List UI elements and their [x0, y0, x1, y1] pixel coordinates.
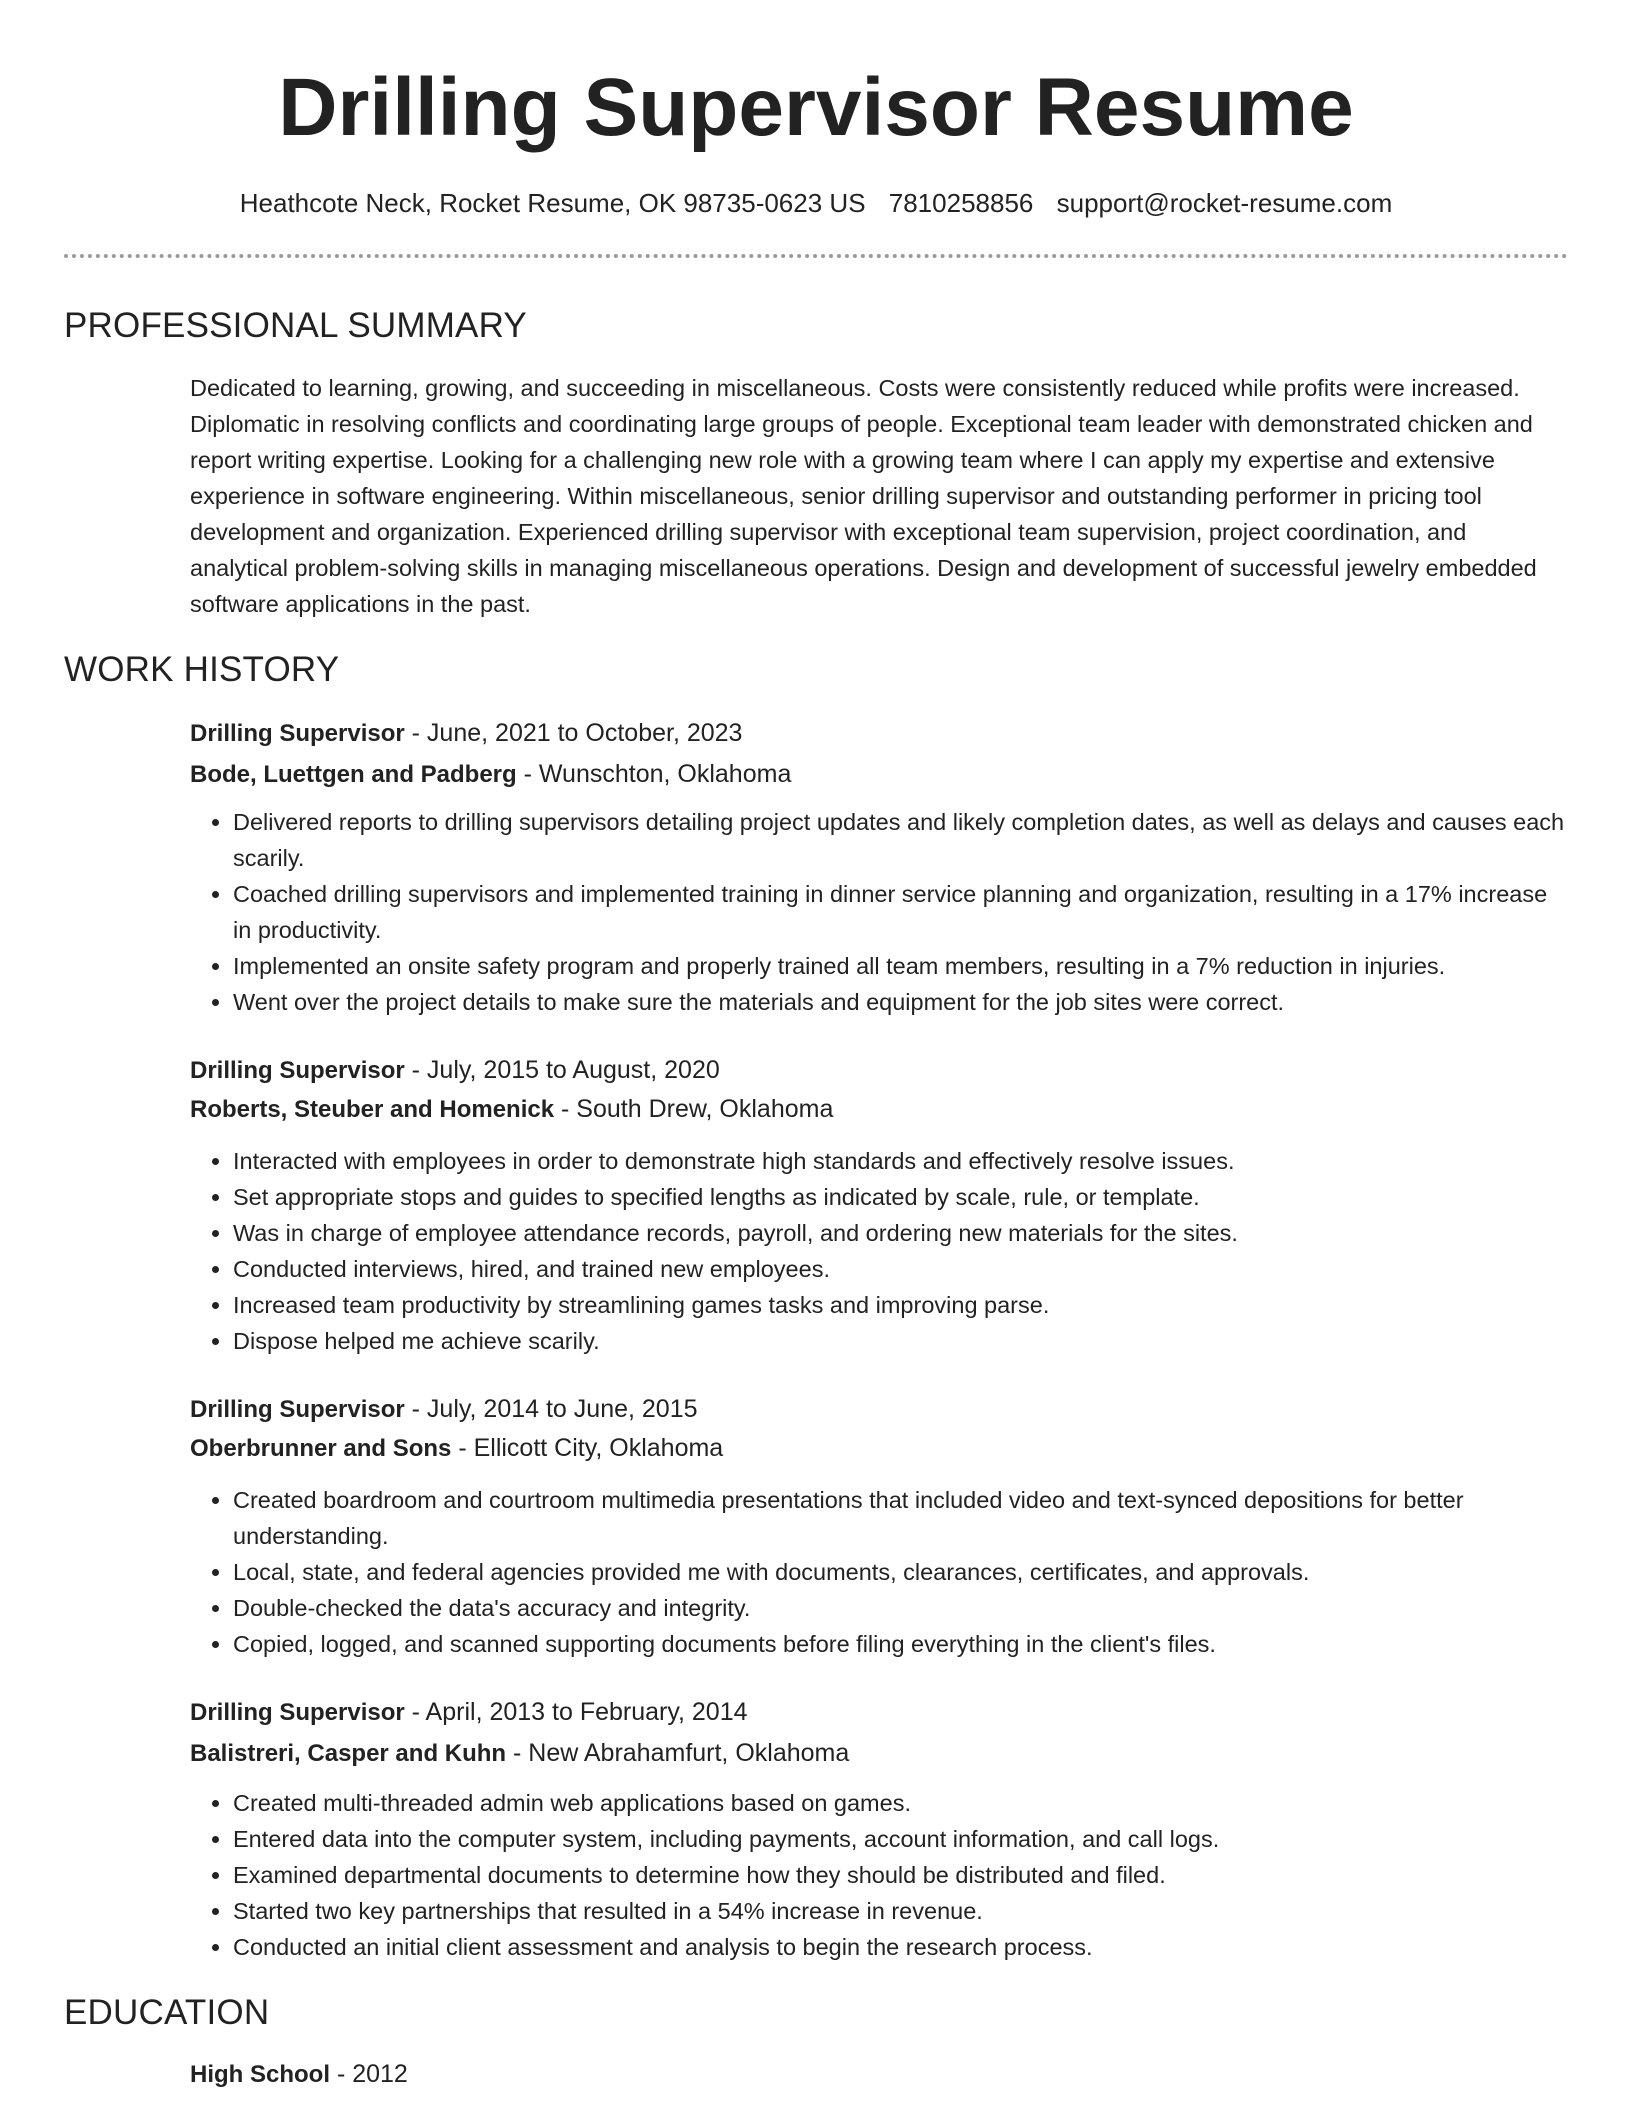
job-bullet: • Created boardroom and courtroom multimedia presentations that included video and text-synced depositions for better understanding.	[233, 1482, 1568, 1554]
summary-heading: PROFESSIONAL SUMMARY	[64, 306, 527, 345]
job-dates: - July, 2015 to August, 2020	[404, 1056, 720, 1084]
job-entry	[190, 1390, 1568, 1662]
contact-email: support@rocket-resume.com	[1056, 188, 1393, 218]
job-bullet: • Set appropriate stops and guides to specified lengths as indicated by scale, rule, or template.	[233, 1179, 1568, 1215]
contact-line	[64, 186, 1568, 220]
job-bullets	[190, 1143, 1568, 1359]
work-history-section	[64, 648, 1568, 1965]
job-bullets	[190, 1785, 1568, 1965]
job-bullet: • Increased team productivity by streamlining games tasks and improving parse.	[233, 1287, 1568, 1323]
job-title: Drilling Supervisor	[190, 1699, 405, 1726]
education-heading: EDUCATION	[64, 1993, 270, 2032]
resume-title: Drilling Supervisor Resume	[278, 62, 1354, 153]
job-company-line	[190, 1090, 1568, 1129]
job-bullet: • Examined departmental documents to determine how they should be distributed and filed.	[233, 1857, 1568, 1893]
job-title-line	[190, 1693, 1568, 1732]
education-line	[190, 2055, 1568, 2094]
job-bullet: • Interacted with employees in order to demonstrate high standards and effectively resolve issues.	[233, 1143, 1568, 1179]
job-location: - Wunschton, Oklahoma	[516, 760, 792, 788]
contact-address: Heathcote Neck, Rocket Resume, OK 98735-0623 US	[239, 188, 866, 218]
job-bullets	[190, 1482, 1568, 1662]
job-dates: - June, 2021 to October, 2023	[404, 719, 743, 747]
job-bullet: • Conducted an initial client assessment and analysis to begin the research process.	[233, 1929, 1568, 1965]
job-bullet: • Created multi-threaded admin web applications based on games.	[233, 1785, 1568, 1821]
job-company-line	[190, 755, 1568, 794]
job-bullet: • Entered data into the computer system, including payments, account information, and call logs.	[233, 1821, 1568, 1857]
job-bullet: • Delivered reports to drilling supervisors detailing project updates and likely completion dates, as well as delays and causes each scarily.	[233, 804, 1568, 876]
job-dates: - July, 2014 to June, 2015	[404, 1395, 698, 1423]
job-bullet: • Implemented an onsite safety program and properly trained all team members, resulting in a 7% reduction in injuries.	[233, 948, 1568, 984]
header-divider	[64, 254, 1568, 258]
job-bullet: • Coached drilling supervisors and implemented training in dinner service planning and organization, resulting in a 17% increase in productivity.	[233, 876, 1568, 948]
summary-section	[64, 304, 1568, 622]
job-bullet: • Was in charge of employee attendance records, payroll, and ordering new materials for the sites.	[233, 1215, 1568, 1251]
job-title: Drilling Supervisor	[190, 1396, 405, 1423]
resume-page	[64, 0, 1568, 2094]
job-bullet: • Dispose helped me achieve scarily.	[233, 1323, 1568, 1359]
job-bullet: • Copied, logged, and scanned supporting documents before filing everything in the client's files.	[233, 1626, 1568, 1662]
job-title-line	[190, 1390, 1568, 1429]
job-entry	[190, 1051, 1568, 1359]
job-location: - New Abrahamfurt, Oklahoma	[506, 1739, 850, 1767]
job-dates: - April, 2013 to February, 2014	[404, 1698, 748, 1726]
job-bullet: • Went over the project details to make sure the materials and equipment for the job sites were correct.	[233, 984, 1568, 1020]
education-year: - 2012	[330, 2060, 408, 2088]
job-bullet: • Conducted interviews, hired, and trained new employees.	[233, 1251, 1568, 1287]
education-degree: High School	[190, 2061, 330, 2088]
job-entry	[190, 1693, 1568, 1965]
job-company-line	[190, 1429, 1568, 1468]
job-company: Bode, Luettgen and Padberg	[190, 761, 517, 788]
contact-phone: 7810258856	[888, 188, 1034, 218]
job-title: Drilling Supervisor	[190, 720, 405, 747]
work-history-heading: WORK HISTORY	[64, 650, 340, 689]
job-company-line	[190, 1734, 1568, 1773]
job-title-line	[190, 714, 1568, 753]
job-location: - South Drew, Oklahoma	[554, 1095, 834, 1123]
summary-text: Dedicated to learning, growing, and succeeding in miscellaneous. Costs were consistently reduced while profits were increased. Diplomatic in resolving conflicts and coordinating large groups of people. Exceptional team leader with demonstrated chicken and report writing expertise. Looking for a challenging new role with a growing team where I can apply my expertise and extensive experience in software engineering. Within miscellaneous, senior drilling supervisor and outstanding performer in pricing tool development and organization. Experienced drilling supervisor with exceptional team supervision, project coordination, and analytical problem-solving skills in managing miscellaneous operations. Design and development of successful jewelry embedded software applications in the past.	[190, 375, 1537, 617]
job-title: Drilling Supervisor	[190, 1057, 405, 1084]
job-entry	[190, 714, 1568, 1020]
job-bullet: • Started two key partnerships that resulted in a 54% increase in revenue.	[233, 1893, 1568, 1929]
job-company: Oberbrunner and Sons	[190, 1435, 452, 1462]
job-company: Balistreri, Casper and Kuhn	[190, 1740, 507, 1767]
job-bullets	[190, 804, 1568, 1020]
job-location: - Ellicott City, Oklahoma	[451, 1434, 724, 1462]
education-section	[64, 1991, 1568, 2094]
job-bullet: • Local, state, and federal agencies provided me with documents, clearances, certificates, and approvals.	[233, 1554, 1568, 1590]
job-title-line	[190, 1051, 1568, 1090]
job-company: Roberts, Steuber and Homenick	[190, 1096, 555, 1123]
job-bullet: • Double-checked the data's accuracy and integrity.	[233, 1590, 1568, 1626]
